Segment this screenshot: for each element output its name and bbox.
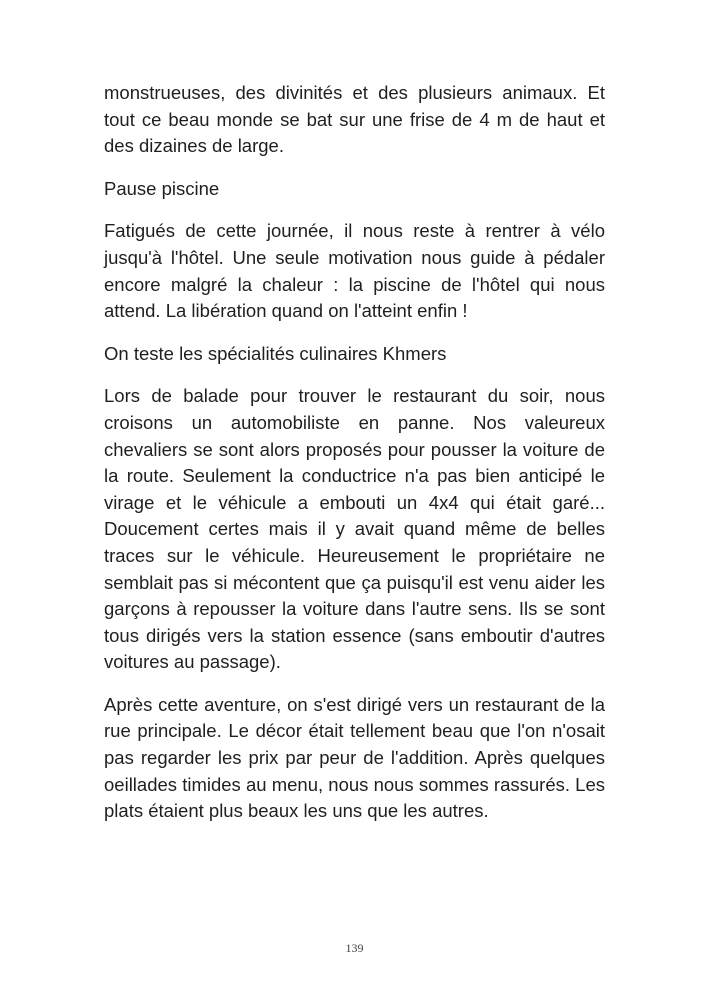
paragraph-restaurant: Après cette aventure, on s'est dirigé vers un restaurant de la rue principale. Le décor était tellement beau que l'on n'osait pas regarder les prix par peur de l'addition. Après quelques oeillades timides au menu, nous nous sommes rassurés. Les plats étaient plus beaux les uns que les autres.: [104, 693, 605, 822]
paragraph-pool: Fatigués de cette journée, il nous reste à rentrer à vélo jusqu'à l'hôtel. Une seule motivation nous guide à pédaler encore malgré la chaleur : la piscine de l'hôtel qui nous attend. La libération quand on l'atteint enfin !: [104, 220, 605, 322]
paragraph-frieze-end: monstrueuses, des divinités et des plusieurs animaux. Et tout ce beau monde se bat sur une frise de 4 m de haut et des dizaines de large.: [104, 82, 605, 157]
section-heading-pause-piscine: Pause piscine: [104, 177, 220, 199]
page-text: [104, 80, 605, 841]
paragraph-car-breakdown: Lors de balade pour trouver le restaurant du soir, nous croisons un automobiliste en panne. Nos valeureux chevaliers se sont alors proposés pour pousser la voiture de la route. Seulement la conductrice n'a pas bien anticipé le virage et le véhicule a embouti un 4x4 qui était garé... Doucement certes mais il y avait quand même de belles traces sur le véhicule. Heureusement le propriétaire ne semblait pas si mécontent que ça puisqu'il est venu aider les garçons à repousser la voiture dans l'autre sens. Ils se sont tous dirigés vers la station essence (sans emboutir d'autres voitures au passage).: [104, 385, 605, 673]
section-heading-specialites: On teste les spécialités culinaires Khmers: [104, 342, 447, 364]
page-number: 139: [345, 941, 364, 955]
